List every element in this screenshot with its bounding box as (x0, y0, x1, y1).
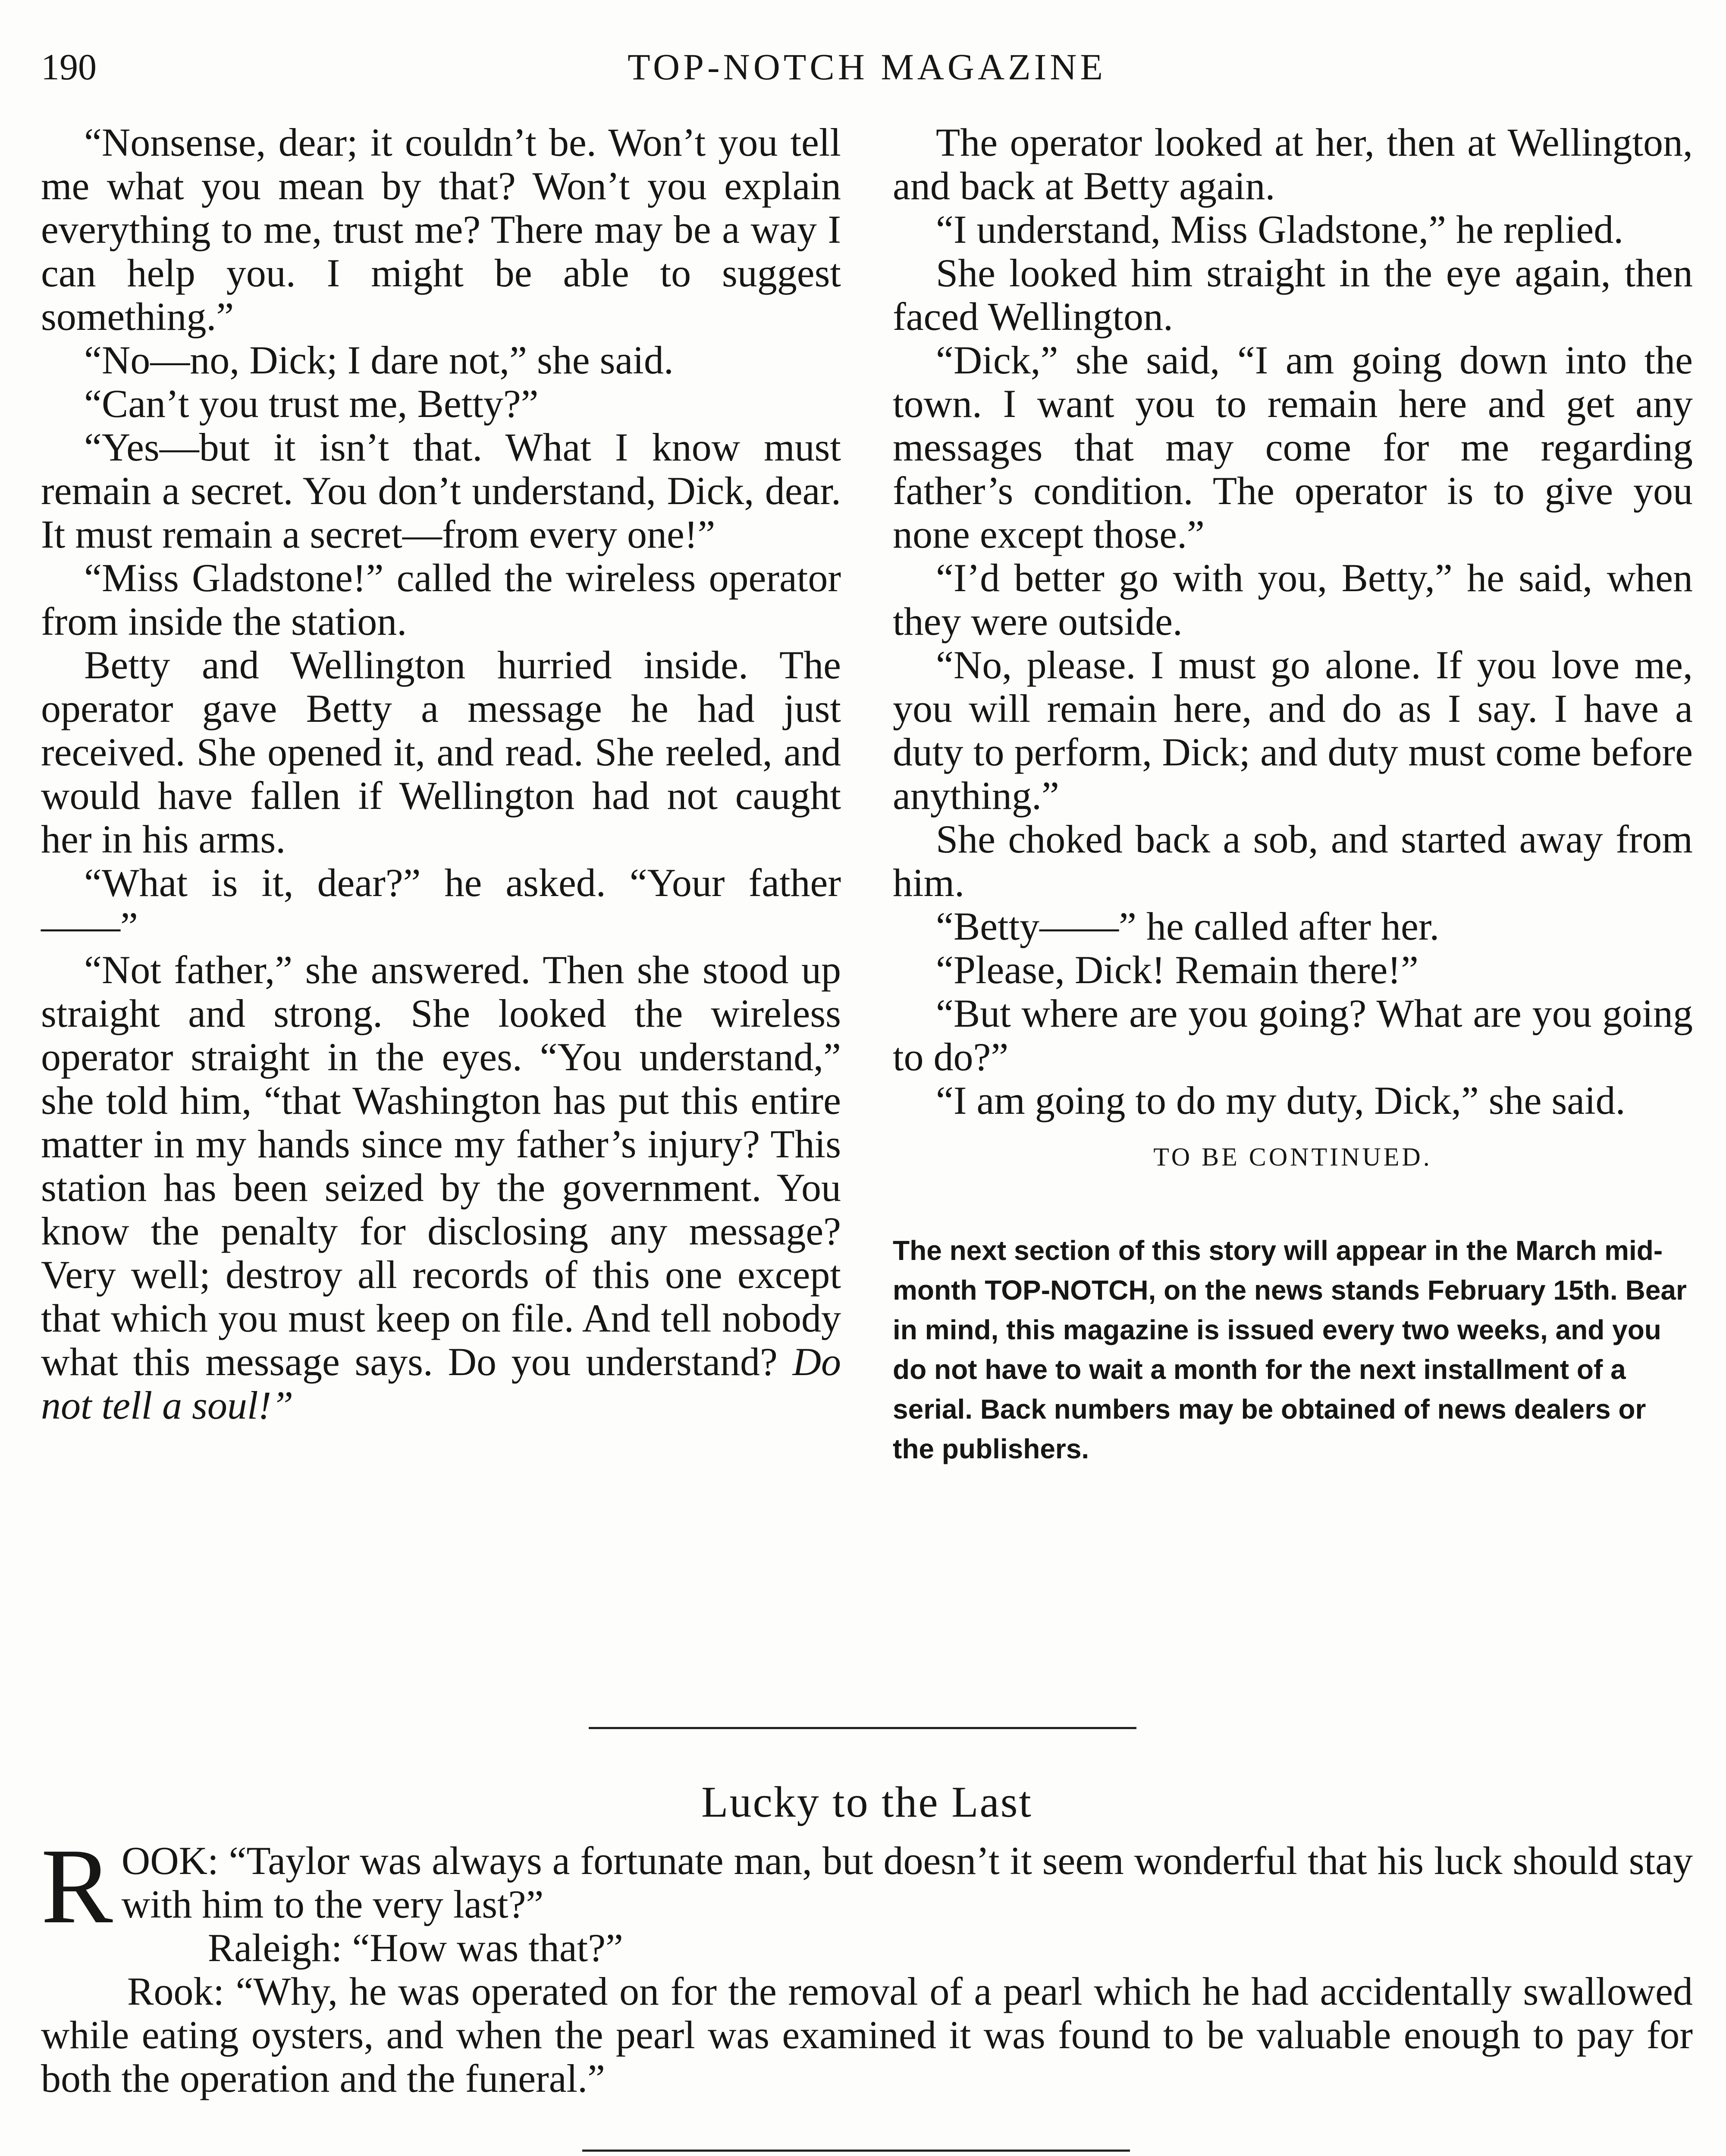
story-paragraph: “I understand, Miss Gladstone,” he replied. (936, 207, 1624, 251)
story-paragraph: “No—no, Dick; I dare not,” she said. (84, 338, 674, 382)
drop-cap: R (41, 1827, 113, 1946)
story-paragraph: Betty and Wellington hurried inside. The operator gave Betty a message he had just received. She opened it, and read. She reeled, and would have fallen if Wellington had not caught her in his arms. (41, 643, 841, 861)
serial-notice: The next section of this story will appear in the March mid-month TOP-NOTCH, on the news stands February 15th. Bear in mind, this magazine is issued every two weeks, and you do not have to wait a month for the next installment of a serial. Back numbers may be obtained of news dealers or the publishers. (893, 1235, 1687, 1464)
story-paragraph: “Nonsense, dear; it couldn’t be. Won’t you tell me what you mean by that? Won’t you explain everything to me, trust me? There may be a way I can help you. I might be able to suggest something.” (41, 120, 841, 338)
story-paragraph: “Dick,” she said, “I am going down into the town. I want you to remain here and get any messages that may come for me regarding father’s condition. The operator is to give you none except those.” (893, 338, 1693, 556)
paragraph: Raleigh: “How was that?” (207, 1926, 623, 1970)
story-paragraph-last (41, 948, 841, 1427)
story-paragraph: The operator looked at her, then at Wellington, and back at Betty again. (893, 120, 1693, 208)
story-right-column (893, 121, 1693, 1469)
section-body-lucky (41, 1827, 1693, 2100)
story-paragraph: “But where are you going? What are you going to do?” (893, 991, 1693, 1079)
running-head: TOP-NOTCH MAGAZINE (628, 46, 1106, 88)
story-paragraph: She looked him straight in the eye again, then faced Wellington. (893, 251, 1693, 338)
page-header (41, 43, 1693, 91)
story-paragraph: “Yes—but it isn’t that. What I know must remain a secret. You don’t understand, Dick, dear. It must remain a secret—from every one!” (41, 425, 841, 556)
section-title-lucky: Lucky to the Last (701, 1778, 1032, 1827)
to-be-continued: TO BE CONTINUED. (1153, 1143, 1432, 1171)
first-paragraph (41, 1827, 1693, 1946)
story-paragraph: “Miss Gladstone!” called the wireless operator from inside the station. (41, 556, 841, 643)
story-paragraph: “I’d better go with you, Betty,” he said, when they were outside. (893, 556, 1693, 643)
story-paragraph: “Can’t you trust me, Betty?” (84, 382, 539, 426)
paragraph-text: OOK: “Taylor was always a fortunate man, but doesn’t it seem wonderful that his luck should stay with him to the very last?” (121, 1839, 1693, 1926)
story-paragraph: “No, please. I must go alone. If you love me, you will remain here, and do as I say. I have a duty to perform, Dick; and duty must come before anything.” (893, 643, 1693, 818)
story-paragraph: “What is it, dear?” he asked. “Your father——” (41, 861, 841, 948)
story-text: “Not father,” she answered. Then she stood up straight and strong. She looked the wireless operator straight in the eyes. “You understand,” she told him, “that Washington has put this entire matter in my hands since my father’s injury? This station has been seized by the government. You know the penalty for disclosing any message? Very well; destroy all records of this one except that which you must keep on file. And tell nobody what this message says. Do you understand? (41, 948, 841, 1384)
section-divider (589, 1727, 1136, 1729)
paragraph: Rook: “Why, he was operated on for the removal of a pearl which he had accidentally swallowed while eating oysters, and when the pearl was examined it was found to be valuable enough to pay for both the operation and the funeral.” (41, 1969, 1693, 2100)
story-paragraph: “I am going to do my duty, Dick,” she said. (936, 1078, 1626, 1122)
page-number: 190 (41, 46, 97, 88)
story-italic-text: Do not tell a soul!” (41, 1340, 841, 1427)
story-paragraph: “Betty——” he called after her. (936, 904, 1440, 948)
story-paragraph: “Please, Dick! Remain there!” (936, 948, 1418, 992)
story-paragraph: She choked back a sob, and started away from him. (893, 817, 1693, 905)
section-divider (582, 2150, 1130, 2152)
story-left-column (41, 121, 841, 1427)
